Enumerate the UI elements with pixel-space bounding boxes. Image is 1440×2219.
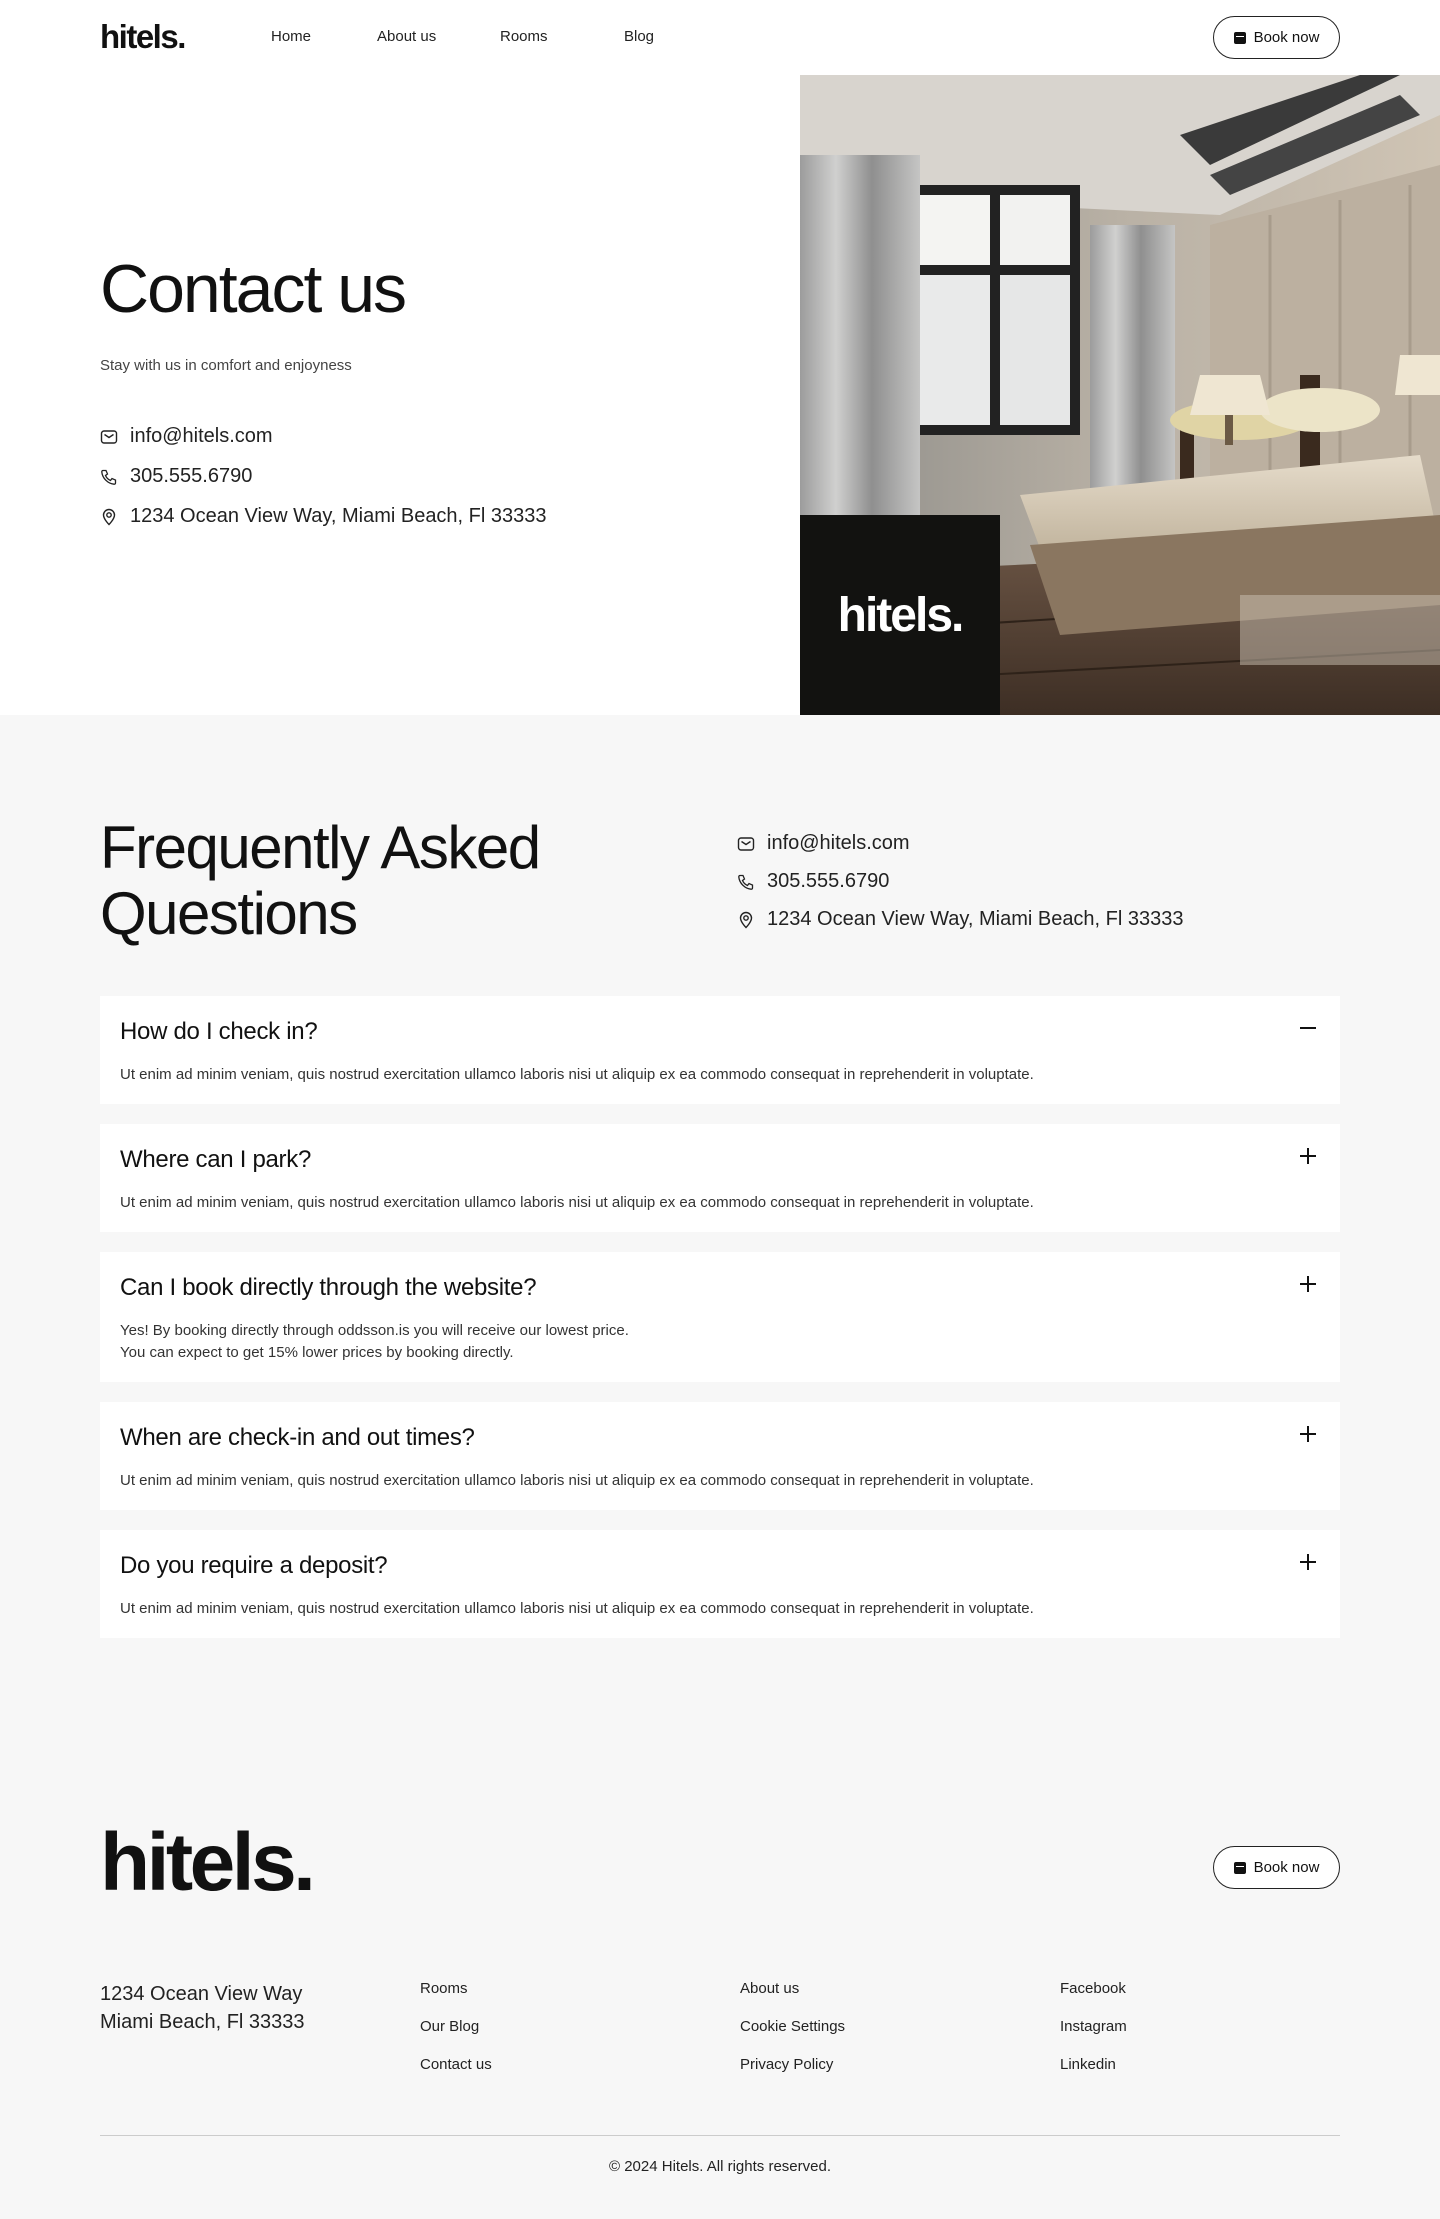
- location-pin-icon: [737, 911, 755, 929]
- hero-subtitle: Stay with us in comfort and enjoyness: [100, 357, 352, 374]
- calendar-icon: [1234, 1862, 1246, 1874]
- hero-email-text: info@hitels.com: [130, 425, 273, 447]
- plus-icon[interactable]: [1300, 1148, 1316, 1164]
- faq-address-text: 1234 Ocean View Way, Miami Beach, Fl 33333: [767, 908, 1184, 930]
- footer-address-line1: 1234 Ocean View Way: [100, 1983, 303, 2005]
- faq-email[interactable]: [737, 832, 910, 855]
- faq-title-line2: Questions: [100, 880, 357, 947]
- faq-address: [737, 908, 1184, 931]
- faq-question[interactable]: Do you require a deposit?: [120, 1552, 388, 1579]
- copyright: © 2024 Hitels. All rights reserved.: [609, 2158, 831, 2175]
- footer-address-line2: Miami Beach, Fl 33333: [100, 2011, 305, 2033]
- top-nav: [0, 0, 1440, 75]
- footer-link-privacy[interactable]: Privacy Policy: [740, 2056, 834, 2073]
- faq-phone[interactable]: [737, 870, 889, 893]
- faq-answer: [120, 1598, 1034, 1620]
- faq-question[interactable]: How do I check in?: [120, 1018, 318, 1045]
- hero-address: [100, 505, 547, 528]
- nav-link-blog[interactable]: Blog: [624, 28, 655, 45]
- minus-icon[interactable]: [1300, 1020, 1316, 1036]
- plus-icon[interactable]: [1300, 1554, 1316, 1570]
- faq-title-line1: Frequently Asked: [100, 814, 540, 881]
- faq-item[interactable]: [100, 1402, 1340, 1510]
- faq-phone-text: 305.555.6790: [767, 870, 890, 892]
- faq-question[interactable]: When are check-in and out times?: [120, 1424, 475, 1451]
- faq-answer-line1: Ut enim ad minim veniam, quis nostrud exercitation ullamco laboris nisi ut aliquip ex ea commodo consequat in reprehenderit in voluptate.: [120, 1472, 1034, 1489]
- footer-link-contact[interactable]: Contact us: [420, 2056, 492, 2073]
- nav-link-home[interactable]: Home: [271, 28, 312, 45]
- faq-answer-line1: Ut enim ad minim veniam, quis nostrud exercitation ullamco laboris nisi ut aliquip ex ea commodo consequat in reprehenderit in voluptate.: [120, 1600, 1034, 1617]
- book-now-button[interactable]: [1213, 16, 1340, 59]
- footer-divider: [100, 2135, 1340, 2136]
- location-pin-icon: [100, 508, 118, 526]
- faq-answer-line1: Yes! By booking directly through oddsson.is you will receive our lowest price.: [120, 1322, 629, 1339]
- mail-icon: [100, 428, 118, 446]
- faq-item[interactable]: [100, 1530, 1340, 1638]
- faq-item[interactable]: [100, 1124, 1340, 1232]
- nav-link-rooms[interactable]: Rooms: [500, 28, 548, 45]
- footer-link-rooms[interactable]: Rooms: [420, 1980, 468, 1997]
- faq-answer: [120, 1192, 1034, 1214]
- plus-icon[interactable]: [1300, 1426, 1316, 1442]
- footer-link-cookies[interactable]: Cookie Settings: [740, 2018, 846, 2035]
- calendar-icon: [1234, 32, 1246, 44]
- faq-answer: [120, 1320, 629, 1364]
- book-now-label: Book now: [1253, 29, 1320, 46]
- footer-book-now-button[interactable]: [1213, 1846, 1340, 1889]
- phone-icon: [737, 873, 755, 891]
- faq-answer: [120, 1064, 1034, 1086]
- faq-answer: [120, 1470, 1034, 1492]
- faq-item[interactable]: [100, 996, 1340, 1104]
- site-logo[interactable]: hitels.: [100, 18, 185, 55]
- footer-link-facebook[interactable]: Facebook: [1060, 1980, 1126, 1997]
- footer-logo[interactable]: hitels.: [100, 1817, 313, 1908]
- footer-link-linkedin[interactable]: Linkedin: [1060, 2056, 1116, 2073]
- nav-link-about[interactable]: About us: [377, 28, 437, 45]
- footer-link-instagram[interactable]: Instagram: [1060, 2018, 1127, 2035]
- hero-email[interactable]: [100, 425, 273, 448]
- hero-section: [0, 75, 1440, 715]
- phone-icon: [100, 468, 118, 486]
- faq-answer-line2: You can expect to get 15% lower prices by booking directly.: [120, 1344, 514, 1361]
- mail-icon: [737, 835, 755, 853]
- page-title: Contact us: [100, 251, 406, 327]
- hero-phone-text: 305.555.6790: [130, 465, 253, 487]
- hero-address-text: 1234 Ocean View Way, Miami Beach, Fl 33333: [130, 505, 547, 527]
- faq-title: [100, 815, 540, 947]
- faq-email-text: info@hitels.com: [767, 832, 910, 854]
- hero-badge-logo: hitels.: [800, 515, 1000, 715]
- plus-icon[interactable]: [1300, 1276, 1316, 1292]
- faq-answer-line1: Ut enim ad minim veniam, quis nostrud exercitation ullamco laboris nisi ut aliquip ex ea commodo consequat in reprehenderit in voluptate.: [120, 1066, 1034, 1083]
- faq-question[interactable]: Can I book directly through the website?: [120, 1274, 537, 1301]
- footer-address: [100, 1980, 305, 2036]
- book-now-label: Book now: [1253, 1859, 1320, 1876]
- hero-phone[interactable]: [100, 465, 252, 488]
- faq-question[interactable]: Where can I park?: [120, 1146, 311, 1173]
- faq-item[interactable]: [100, 1252, 1340, 1382]
- faq-answer-line1: Ut enim ad minim veniam, quis nostrud exercitation ullamco laboris nisi ut aliquip ex ea commodo consequat in reprehenderit in voluptate.: [120, 1194, 1034, 1211]
- footer-link-blog[interactable]: Our Blog: [420, 2018, 480, 2035]
- footer-link-about[interactable]: About us: [740, 1980, 800, 1997]
